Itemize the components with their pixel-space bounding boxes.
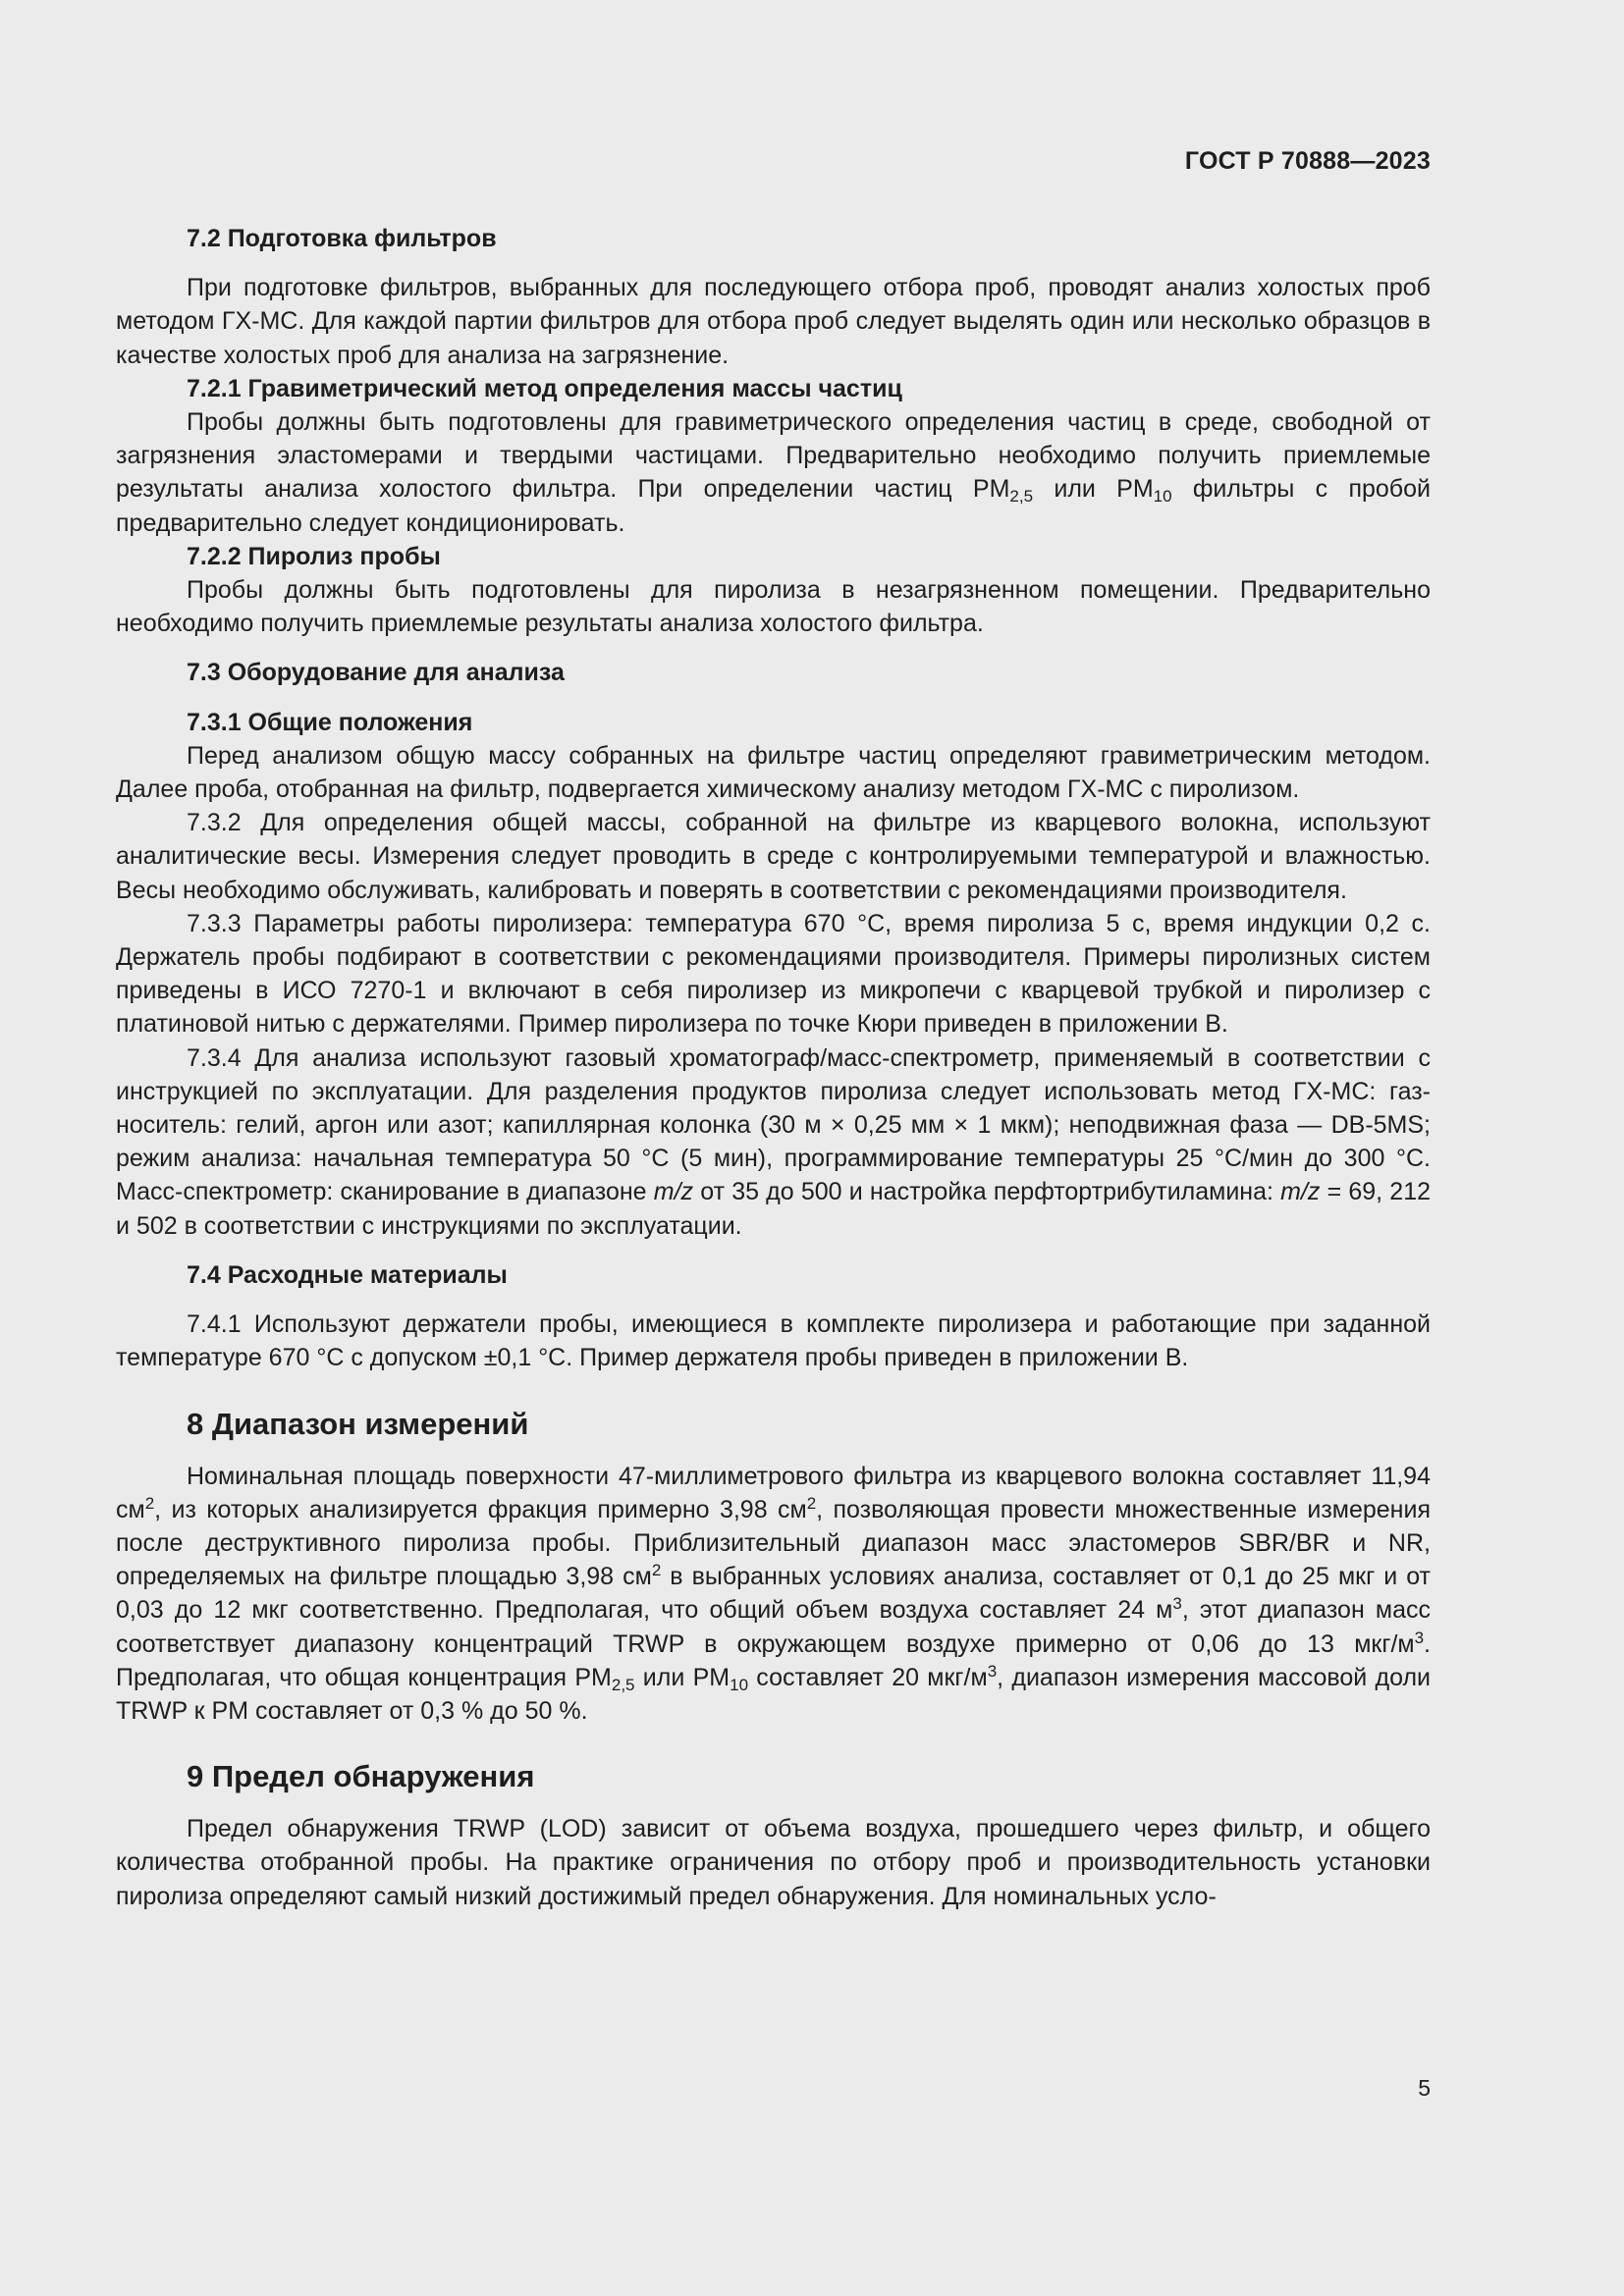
document-id-header: ГОСТ Р 70888—2023 (1184, 147, 1431, 175)
section-7-2-1-paragraph: Пробы должны быть подготовлены для гравиметрического определения частиц в среде, свободной от загрязнения эластомерами и твердыми частицами. Предварительно необходимо получить приемлемые результаты анализа холостого фильтра. При определении частиц $PM_{2,5}$ или $PM_{10}$ фильтры с пробой предварительно следует кондиционировать. (116, 408, 1431, 537)
section-7-3-1-title: 7.3.1 Общие положения (187, 708, 473, 736)
section-7-2-2-paragraph: Пробы должны быть подготовлены для пиролиза в незагрязненном помещении. Предварительно необходимо получить приемлемые результаты анализа холостого фильтра. (116, 576, 1431, 638)
section-7-3-title: 7.3 Оборудование для анализа (187, 659, 565, 687)
page-content (116, 222, 1431, 1913)
section-7-3-2-paragraph: 7.3.2 Для определения общей массы, собранной на фильтре из кварцевого волокна, используют аналитические весы. Измерения следует проводить в среде с контролируемыми температурой и влажностью. Весы необходимо обслуживать, калибровать и поверять в соответствии с рекомендациями производителя. (116, 809, 1431, 904)
page-number: 5 (1418, 2075, 1431, 2101)
section-7-3-4-paragraph: 7.3.4 Для анализа используют газовый хроматограф/масс-спектрометр, применяемый в соответствии с инструкцией по эксплуатации. Для разделения продуктов пиролиза следует использовать метод ГХ-МС: газ-носитель: гелий, аргон или азот; капиллярная колонка (30 м × 0,25 мм × 1 мкм); неподвижная фаза — DB-5MS; режим анализа: начальная температура 50 °С (5 мин), программирование температуры 25 °С/мин до 300 °С. Масс-спектрометр: сканирование в диапазоне m/z от 35 до 500 и настройка перфтортрибутиламина: m/z = 69, 212 и 502 в соответствии с инструкциями по эксплуатации. (116, 1043, 1432, 1240)
section-9-title: 9 Предел обнаружения (187, 1759, 535, 1794)
section-7-2-2-title: 7.2.2 Пиролиз пробы (187, 542, 441, 570)
section-7-3-1-paragraph: Перед анализом общую массу собранных на фильтре частиц определяют гравиметрическим методом. Далее проба, отобранная на фильтр, подвергается химическому анализу методом ГХ-МС с пиролизом. (116, 741, 1431, 804)
section-7-3-3-paragraph: 7.3.3 Параметры работы пиролизера: температура 670 °С, время пиролиза 5 с, время индукции 0,2 с. Держатель пробы подбирают в соответствии с рекомендациями производителя. Примеры пиролизных систем приведены в ИСО 7270-1 и включают в себя пиролизер из микропечи с кварцевой трубкой и пиролизер с платиновой нитью с держателями. Пример пиролизера по точке Кюри приведен в приложении В. (116, 909, 1431, 1039)
section-7-4-title: 7.4 Расходные материалы (187, 1260, 508, 1289)
section-7-2-title: 7.2 Подготовка фильтров (187, 225, 497, 252)
section-8-paragraph: Номинальная площадь поверхности 47-миллиметрового фильтра из кварцевого волокна составляет 11,94 $см^2$, из которых анализируется фракция примерно 3,98 $см^2$, позволяющая провести множественные измерения после деструктивного пиролиза пробы. Приблизительный диапазон масс эластомеров SBR/BR и NR, определяемых на фильтре площадью 3,98 $см^2$ в выбранных условиях анализа, составляет от 0,1 до 25 мкг и от 0,03 до 12 мкг соответственно. Предполагая, что общий объем воздуха составляет 24 $м^3$, этот диапазон масс соответствует диапазону концентраций TRWP в окружающем воздухе примерно от 0,06 до 13 мкг/$м^3$. Предполагая, что общая концентрация $PM_{2,5}$ или $PM_{10}$ составляет 20 мкг/$м^3$, диапазон измерения массовой доли TRWP к PM составляет от 0,3 % до 50 %. (116, 1462, 1432, 1725)
section-9-paragraph: Предел обнаружения TRWP (LOD) зависит от объема воздуха, прошедшего через фильтр, и общего количества отобранной пробы. На практике ограничения по отбору проб и производительность установки пиролиза определяют самый низкий достижимый предел обнаружения. Для номинальных усло- (116, 1815, 1431, 1910)
section-7-4-1-paragraph: 7.4.1 Используют держатели пробы, имеющиеся в комплекте пиролизера и работающие при заданной температуре 670 °С с допуском ±0,1 °С. Пример держателя пробы приведен в приложении В. (116, 1310, 1431, 1372)
section-7-2-1-title: 7.2.1 Гравиметрический метод определения массы частиц (187, 374, 902, 402)
section-8-title: 8 Диапазон измерений (187, 1406, 529, 1441)
section-7-2-paragraph: При подготовке фильтров, выбранных для последующего отбора проб, проводят анализ холостых проб методом ГХ-МС. Для каждой партии фильтров для отбора проб следует выделять один или несколько образцов в качестве холостых проб для анализа на загрязнение. (116, 274, 1431, 369)
